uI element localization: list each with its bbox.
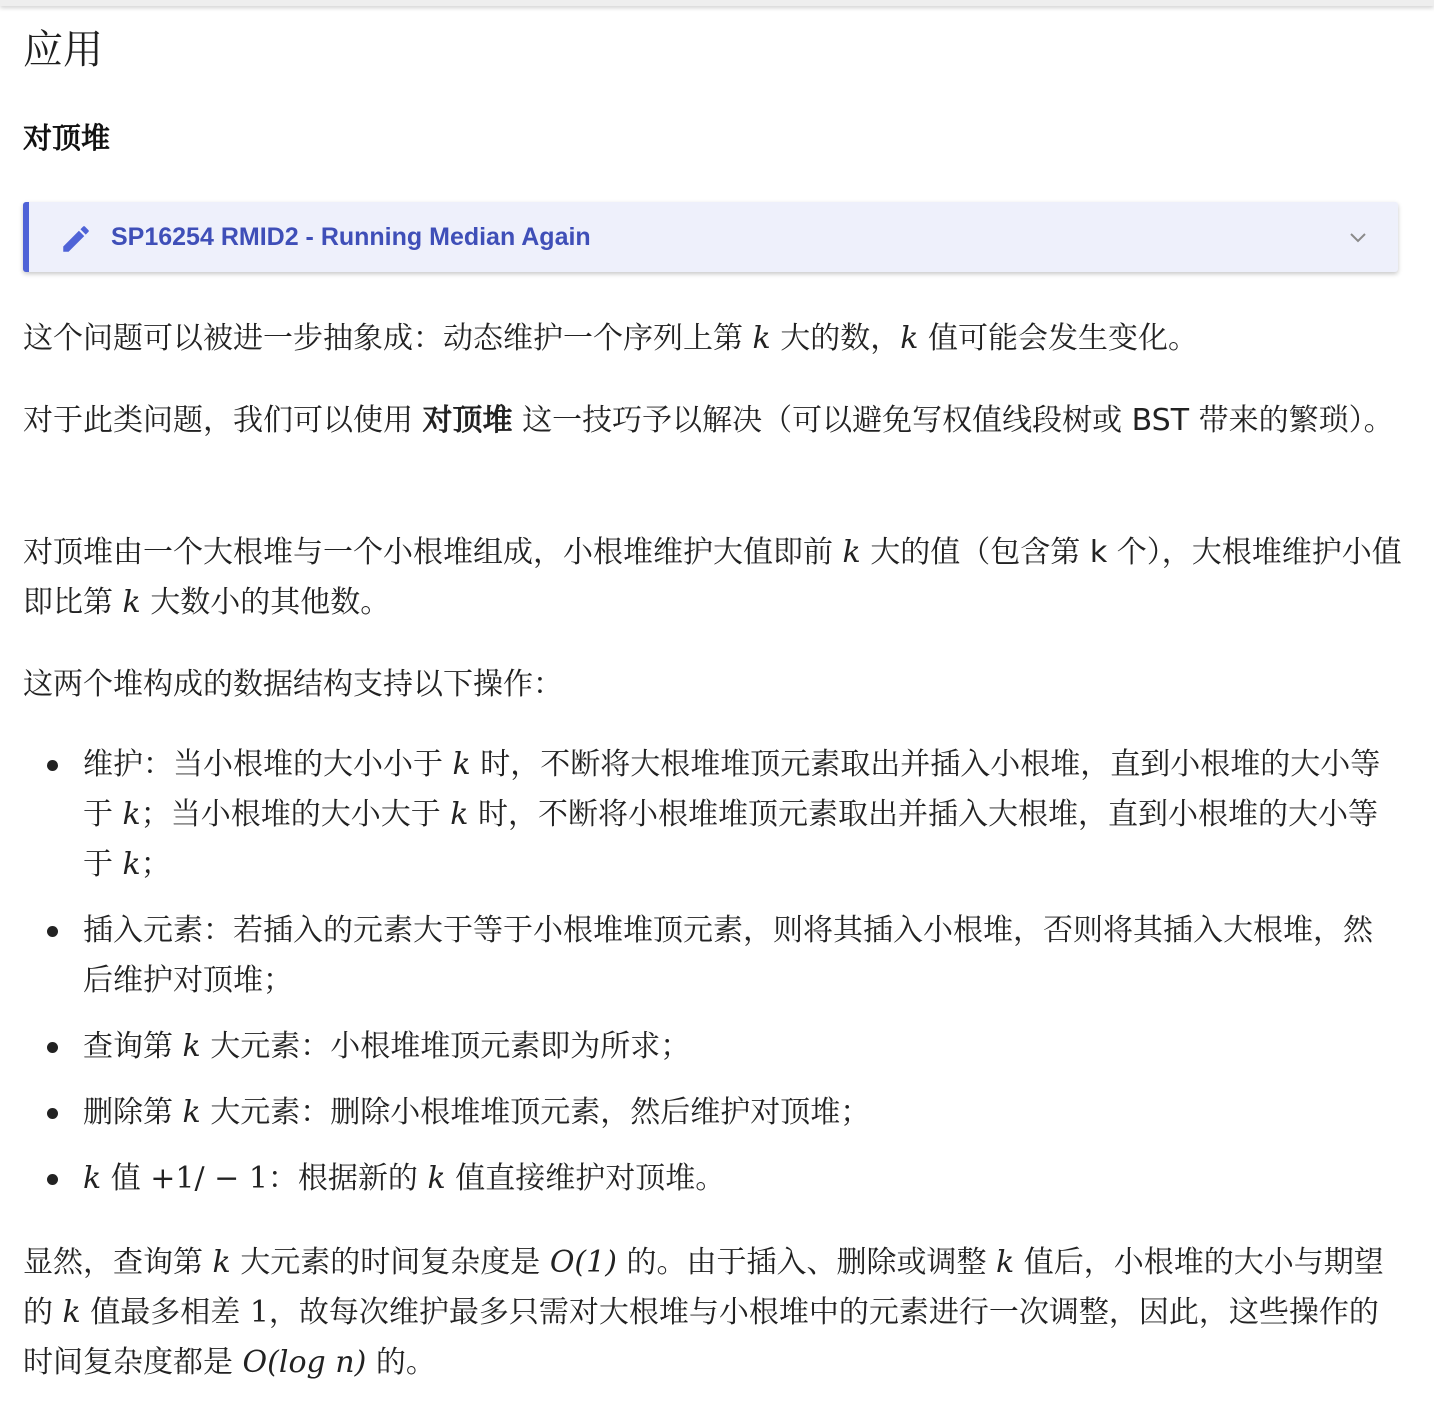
math-plus-minus-one: +1/ − 1 [150, 1161, 268, 1196]
text: 值 [110, 1161, 141, 1196]
text: 维护：当小根堆的大小小于 [83, 747, 443, 782]
list-item-delete [23, 1088, 1403, 1138]
bullet [47, 926, 58, 937]
math-one: 1 [249, 1295, 269, 1330]
text: 时，不断将小根堆堆顶元素取出并插入大根堆，直到小根堆的大小等于 [83, 797, 1379, 882]
text: 大元素的时间复杂度是 [240, 1245, 541, 1280]
text: 大数小的其他数。 [150, 585, 391, 620]
text: 值最多相差 [90, 1295, 241, 1330]
paragraph-definition [23, 528, 1403, 628]
math-k: k [452, 747, 471, 782]
paragraph-abstraction [23, 314, 1403, 364]
bold-term: 对顶堆 [422, 403, 513, 438]
paragraph-technique [23, 396, 1403, 446]
math-k: k [122, 585, 141, 620]
math-o1: O(1) [549, 1245, 617, 1280]
text: 的。由于插入、删除或调整 [626, 1245, 987, 1280]
list-item-query [23, 1022, 1403, 1072]
math-k: k [900, 321, 919, 356]
text: ； [140, 847, 171, 882]
math-k: k [62, 1295, 81, 1330]
list-item-text [83, 1154, 1401, 1204]
admonition-title[interactable]: SP16254 RMID2 - Running Median Again [111, 223, 591, 251]
paragraph-complexity [23, 1238, 1403, 1388]
text: 对顶堆由一个大根堆与一个小根堆组成，小根堆维护大值即前 [23, 535, 833, 570]
text: 值后，小根堆的大小与期望的 [23, 1245, 1384, 1330]
pencil-icon [59, 222, 93, 256]
list-item-text: 插入元素：若插入的元素大于等于小根堆堆顶元素，则将其插入小根堆，否则将其插入大根堆，然后维护对顶堆； [83, 913, 1373, 998]
math-k: k [427, 1161, 446, 1196]
bullet [47, 1108, 58, 1119]
math-k: k [752, 321, 771, 356]
text: 对于此类问题，我们可以使用 [23, 403, 413, 438]
text: 大的数， [780, 321, 901, 356]
list-item-maintain [23, 740, 1403, 890]
text: ：根据新的 [267, 1161, 418, 1196]
list-item-text [83, 1022, 1401, 1072]
bullet [47, 760, 58, 771]
problem-admonition[interactable] [23, 202, 1398, 272]
text: ；当小根堆的大小大于 [140, 797, 441, 832]
section-title: 应用 [23, 27, 103, 73]
text: 大的值（包含第 k 个），大根堆维护小值即比第 [23, 535, 1402, 620]
text: 值可能会发生变化。 [928, 321, 1199, 356]
text: 查询第 [83, 1029, 173, 1064]
text: 大元素：小根堆堆顶元素即为所求； [210, 1029, 691, 1064]
math-k: k [83, 1161, 102, 1196]
subsection-title: 对顶堆 [23, 121, 111, 155]
bullet [47, 1174, 58, 1185]
list-item-adjust [23, 1154, 1403, 1204]
bullet [47, 1042, 58, 1053]
math-k: k [122, 797, 141, 832]
math-k: k [450, 797, 469, 832]
text: 时，不断将大根堆堆顶元素取出并插入小根堆，直到小根堆的大小等于 [83, 747, 1381, 832]
math-k: k [182, 1029, 201, 1064]
text: 大元素：删除小根堆堆顶元素，然后维护对顶堆； [210, 1095, 871, 1130]
math-k: k [842, 535, 861, 570]
list-item-text [83, 1088, 1401, 1138]
text: 显然，查询第 [23, 1245, 203, 1280]
math-k: k [996, 1245, 1015, 1280]
math-ologn: O(log n) [242, 1345, 367, 1380]
chevron-down-icon[interactable] [1346, 225, 1370, 249]
text: 的。 [375, 1345, 436, 1380]
text: ，故每次维护最多只需对大根堆与小根堆中的元素进行一次调整，因此，这些操作的时间复杂度都是 [23, 1295, 1379, 1380]
math-k: k [122, 847, 141, 882]
text: 这一技巧予以解决（可以避免写权值线段树或 BST 带来的繁琐）。 [522, 403, 1394, 438]
math-k: k [182, 1095, 201, 1130]
math-k: k [212, 1245, 231, 1280]
top-bar [0, 0, 1434, 6]
paragraph-operations-intro: 这两个堆构成的数据结构支持以下操作： [23, 667, 563, 702]
list-item-text [83, 740, 1401, 890]
text: 值直接维护对顶堆。 [455, 1161, 726, 1196]
text: 这个问题可以被进一步抽象成：动态维护一个序列上第 [23, 321, 743, 356]
text: 删除第 [83, 1095, 173, 1130]
list-item-insert [23, 906, 1403, 1006]
